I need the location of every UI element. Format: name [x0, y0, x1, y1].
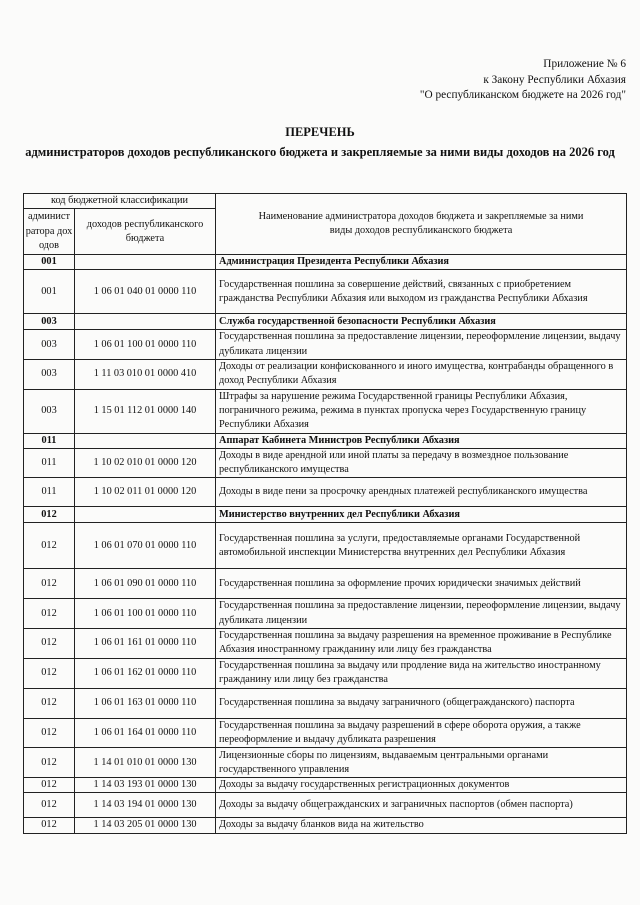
table-group-row — [24, 507, 627, 523]
name-cell: Доходы от реализации конфискованного и иного имущества, контрабанды обращенного в доход Республики Абхазия — [216, 359, 627, 389]
table-row — [24, 778, 627, 793]
name-cell: Государственная пошлина за выдачу разрешений в сфере оборота оружия, а также переоформление и выдачу дубликата разрешения — [216, 718, 627, 747]
administrator-code-cell: 012 — [24, 569, 75, 599]
table-body — [24, 255, 627, 833]
name-cell: Штрафы за нарушение режима Государственной границы Республики Абхазия, пограничного режима, режима в пунктах пропуска через Государственную границу Республики Абхазия — [216, 389, 627, 433]
income-code-cell: 1 14 03 193 01 0000 130 — [75, 778, 216, 793]
name-cell: Аппарат Кабинета Министров Республики Абхазия — [216, 433, 627, 448]
table-row — [24, 389, 627, 433]
name-cell: Лицензионные сборы по лицензиям, выдаваемым центральными органами государственного управления — [216, 748, 627, 778]
name-cell: Государственная пошлина за оформление прочих юридически значимых действий — [216, 569, 627, 599]
header-budget-classification: код бюджетной классификации — [24, 194, 216, 209]
name-cell: Государственная пошлина за совершение действий, связанных с приобретением гражданства Республики Абхазия или выходом из гражданства Республики Абхазия — [216, 270, 627, 314]
name-cell: Государственная пошлина за услуги, предоставляемые органами Государственной автомобильной инспекции Министерства внутренних дел Республики Абхазия — [216, 523, 627, 569]
administrator-code-cell: 003 — [24, 389, 75, 433]
administrator-code-cell: 003 — [24, 359, 75, 389]
administrator-code-cell: 012 — [24, 628, 75, 658]
income-code-cell: 1 06 01 040 01 0000 110 — [75, 270, 216, 314]
income-code-cell — [75, 507, 216, 523]
table-row — [24, 569, 627, 599]
title-subtitle: администраторов доходов республиканского бюджета и закрепляемые за ними виды доходов на 2026 год — [25, 145, 615, 159]
income-code-cell — [75, 255, 216, 270]
income-code-cell: 1 06 01 164 01 0000 110 — [75, 718, 216, 747]
income-code-cell: 1 06 01 100 01 0000 110 — [75, 599, 216, 628]
table-row — [24, 718, 627, 747]
table-row — [24, 330, 627, 359]
administrator-code-cell: 001 — [24, 270, 75, 314]
income-code-cell: 1 14 03 205 01 0000 130 — [75, 818, 216, 833]
income-code-cell: 1 06 01 161 01 0000 110 — [75, 628, 216, 658]
income-code-cell: 1 06 01 070 01 0000 110 — [75, 523, 216, 569]
income-code-cell — [75, 433, 216, 448]
administrator-code-cell: 003 — [24, 330, 75, 359]
revenue-administrators-table — [23, 193, 627, 834]
income-code-cell: 1 10 02 010 01 0000 120 — [75, 449, 216, 478]
administrator-code-cell: 012 — [24, 778, 75, 793]
appendix-number: Приложение № 6 — [543, 58, 626, 70]
document-title — [0, 124, 640, 161]
table-row — [24, 818, 627, 833]
administrator-code-cell: 012 — [24, 688, 75, 718]
income-code-cell: 1 15 01 112 01 0000 140 — [75, 389, 216, 433]
table-row — [24, 688, 627, 718]
name-cell: Служба государственной безопасности Республики Абхазия — [216, 314, 627, 330]
income-code-cell: 1 06 01 090 01 0000 110 — [75, 569, 216, 599]
income-code-cell: 1 14 01 010 01 0000 130 — [75, 748, 216, 778]
title-heading: ПЕРЕЧЕНЬ — [285, 125, 355, 139]
table-row — [24, 449, 627, 478]
table-group-row — [24, 255, 627, 270]
table-row — [24, 628, 627, 658]
income-code-cell: 1 06 01 100 01 0000 110 — [75, 330, 216, 359]
table-row — [24, 599, 627, 628]
name-cell: Государственная пошлина за предоставление лицензии, переоформление лицензии, выдачу дубликата лицензии — [216, 330, 627, 359]
table-row — [24, 523, 627, 569]
name-cell: Государственная пошлина за предоставление лицензии, переоформление лицензии, выдачу дубликата лицензии — [216, 599, 627, 628]
income-code-cell — [75, 314, 216, 330]
administrator-code-cell: 012 — [24, 818, 75, 833]
administrator-code-cell: 012 — [24, 793, 75, 818]
table-row — [24, 270, 627, 314]
income-code-cell: 1 10 02 011 01 0000 120 — [75, 478, 216, 507]
income-code-cell: 1 14 03 194 01 0000 130 — [75, 793, 216, 818]
administrator-code-cell: 001 — [24, 255, 75, 270]
table-row — [24, 793, 627, 818]
appendix-law: к Закону Республики Абхазия — [483, 73, 626, 86]
administrator-code-cell: 011 — [24, 478, 75, 507]
table-row — [24, 478, 627, 507]
table-row — [24, 359, 627, 389]
income-code-cell: 1 11 03 010 01 0000 410 — [75, 359, 216, 389]
name-cell: Доходы в виде пени за просрочку арендных платежей республиканского имущества — [216, 478, 627, 507]
name-cell: Доходы за выдачу бланков вида на жительство — [216, 818, 627, 833]
administrator-code-cell: 003 — [24, 314, 75, 330]
appendix-note — [420, 57, 626, 104]
administrator-code-cell: 011 — [24, 449, 75, 478]
income-code-cell: 1 06 01 163 01 0000 110 — [75, 688, 216, 718]
table-group-row — [24, 314, 627, 330]
table-group-row — [24, 433, 627, 448]
table-row — [24, 748, 627, 778]
administrator-code-cell: 012 — [24, 718, 75, 747]
name-cell: Доходы за выдачу общегражданских и заграничных паспортов (обмен паспорта) — [216, 793, 627, 818]
administrator-code-cell: 012 — [24, 658, 75, 688]
name-cell: Министерство внутренних дел Республики Абхазия — [216, 507, 627, 523]
table-row — [24, 658, 627, 688]
administrator-code-cell: 012 — [24, 748, 75, 778]
name-cell: Администрация Президента Республики Абхазия — [216, 255, 627, 270]
header-administrator-code: админист ратора доходов — [24, 209, 75, 255]
name-cell: Государственная пошлина за выдачу разрешения на временное проживание в Республике Абхазия иностранному гражданину или лицу без гражданства — [216, 628, 627, 658]
name-cell: Государственная пошлина за выдачу заграничного (общегражданского) паспорта — [216, 688, 627, 718]
name-cell: Государственная пошлина за выдачу или продление вида на жительство иностранному гражданину или лицу без гражданства — [216, 658, 627, 688]
name-cell: Доходы за выдачу государственных регистрационных документов — [216, 778, 627, 793]
appendix-law-title: "О республиканском бюджете на 2026 год" — [419, 89, 626, 101]
header-administrator-name: Наименование администратора доходов бюджета и закрепляемые за ними виды доходов республиканского бюджета — [216, 194, 627, 255]
administrator-code-cell: 012 — [24, 599, 75, 628]
name-cell: Доходы в виде арендной или иной платы за передачу в возмездное пользование республиканского имущества — [216, 449, 627, 478]
administrator-code-cell: 011 — [24, 433, 75, 448]
administrator-code-cell: 012 — [24, 507, 75, 523]
administrator-code-cell: 012 — [24, 523, 75, 569]
income-code-cell: 1 06 01 162 01 0000 110 — [75, 658, 216, 688]
header-income-code: доходов республиканского бюджета — [75, 209, 216, 255]
